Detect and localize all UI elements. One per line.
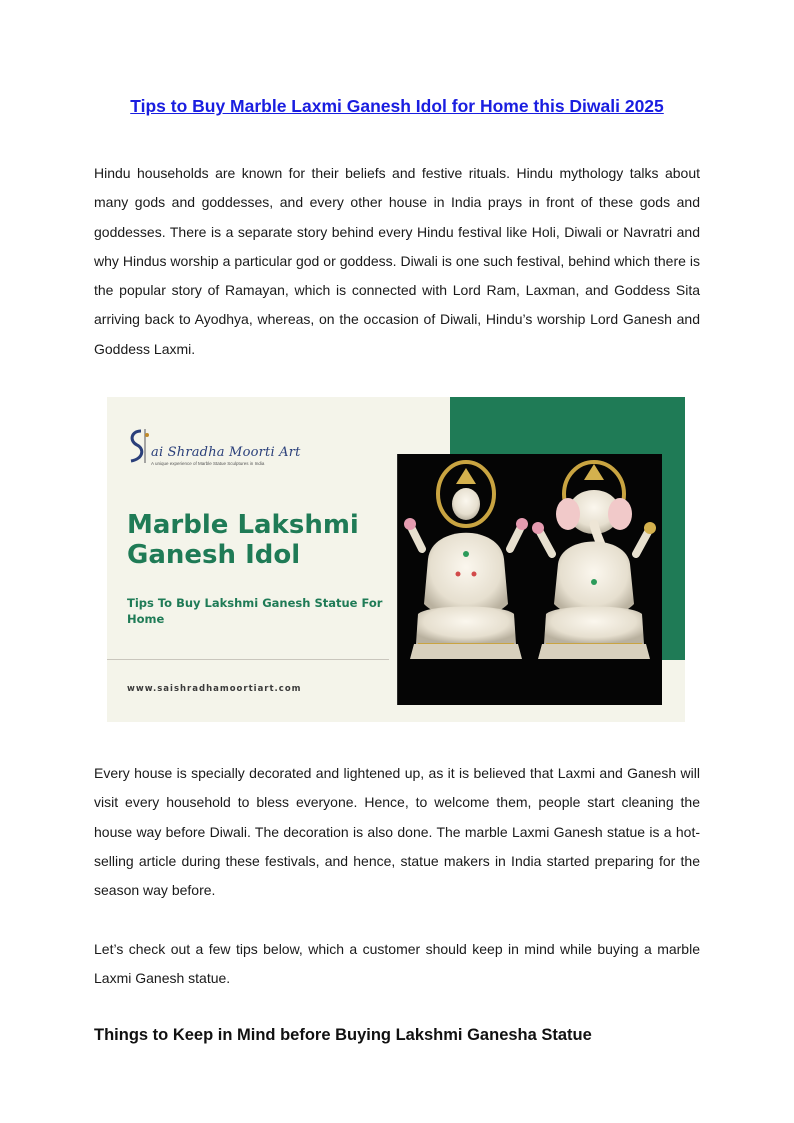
page-title[interactable]: Tips to Buy Marble Laxmi Ganesh Idol for Home this Diwali 2025	[130, 96, 664, 116]
banner-title: Marble Lakshmi Ganesh Idol	[127, 510, 359, 570]
section-heading: Things to Keep in Mind before Buying Lakshmi Ganesha Statue	[94, 1026, 592, 1044]
idols-photo	[397, 454, 662, 705]
lakshmi-ganesh-idols-image	[398, 454, 662, 705]
lakshmi-idol	[404, 462, 528, 659]
ganesh-idol	[532, 462, 656, 659]
banner-subtitle: Tips To Buy Lakshmi Ganesh Statue For Home	[127, 596, 383, 626]
banner-divider	[107, 659, 389, 660]
banner-url: www.saishradhamoortiart.com	[127, 684, 302, 694]
promo-banner	[107, 397, 685, 722]
logo-mark-icon	[125, 427, 151, 465]
logo-tagline: A unique experience of Marble Statue Sculptures in India	[151, 461, 265, 466]
decoration-paragraph: Every house is specially decorated and lightened up, as it is believed that Laxmi and Ganesh will visit every household to bless everyone. Hence, to welcome them, people start cleaning the house way before Diwali. The decoration is also done. The marble Laxmi Ganesh statue is a hot-selling article during these festivals, and hence, statue makers in India started preparing for the season way before.	[94, 765, 700, 899]
intro-paragraph: Hindu households are known for their beliefs and festive rituals. Hindu mythology talks about many gods and goddesses, and every other house in India prays in front of these gods and goddesses. There is a separate story behind every Hindu festival like Holi, Diwali or Navratri and why Hindus worship a particular god or goddess. Diwali is one such festival, behind which there is the popular story of Ramayan, which is connected with Lord Ram, Laxman, and Goddess Sita arriving back to Ayodhya, whereas, on the occasion of Diwali, Hindu’s worship Lord Ganesh and Goddess Laxmi.	[94, 165, 700, 357]
tips-intro-paragraph: Let’s check out a few tips below, which a customer should keep in mind while buying a marble Laxmi Ganesh statue.	[94, 941, 700, 987]
logo-name: ai Shradha Moorti Art	[151, 445, 301, 460]
